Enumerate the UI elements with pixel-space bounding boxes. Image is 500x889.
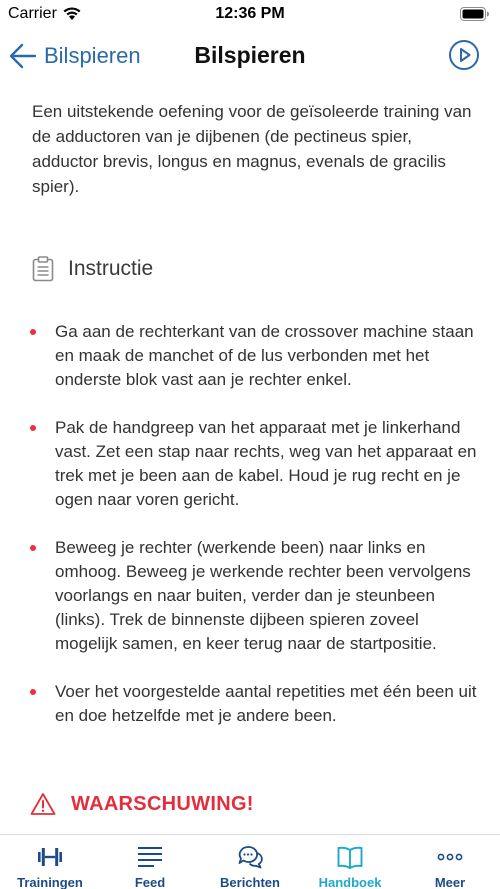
page-title: Bilspieren xyxy=(194,42,306,68)
tab-handboek[interactable] xyxy=(300,835,400,889)
navigation-bar xyxy=(0,32,500,80)
instruction-step xyxy=(28,680,478,728)
play-video-button[interactable] xyxy=(448,39,480,71)
step-text: Beweeg je rechter (werkende been) naar links en omhoog. Beweeg je werkende rechter been vervolgens voorlangs en naar buiten, verder dan je steunbeen (links). Trek de binnenste dijbeen spieren zoveel mogelijk samen, en keer terug naar de startpositie. xyxy=(55,538,471,653)
step-text: Ga aan de rechterkant van de crossover machine staan en maak de manchet of de lus verbonden met het onderste blok vast aan je rechter enkel. xyxy=(55,322,474,389)
status-bar xyxy=(0,0,500,30)
instruction-steps xyxy=(28,320,478,752)
step-text: Pak de handgreep van het apparaat met je linkerhand vast. Zet een stap naar rechts, weg van het apparaat en trek met je been aan de kabel. Houd je rug recht en je ogen naar voren gericht. xyxy=(55,418,477,509)
step-text: Voer het voorgestelde aantal repetities met één been uit en doe hetzelfde met je andere been. xyxy=(55,682,477,725)
book-icon xyxy=(337,844,363,870)
tab-label: Handboek xyxy=(318,875,382,889)
tab-feed[interactable] xyxy=(100,835,200,889)
tab-label: Trainingen xyxy=(17,875,83,889)
bullet-dot xyxy=(30,329,36,335)
bullet-dot xyxy=(30,545,36,551)
status-time: 12:36 PM xyxy=(215,5,285,22)
feed-lines-icon xyxy=(137,844,163,870)
warning-header xyxy=(30,789,254,819)
exercise-description: Een uitstekende oefening voor de geïsoleerde training van de adductoren van je dijbenen (de pectineus spier, adductor brevis, longus en magnus, evenals de gracilis spier). xyxy=(32,102,472,196)
tab-label: Feed xyxy=(134,875,166,889)
tab-trainingen[interactable] xyxy=(0,835,100,889)
exercise-content[interactable] xyxy=(0,90,500,834)
tab-label: Berichten xyxy=(220,875,280,889)
instruction-header xyxy=(32,254,153,284)
instruction-title: Instructie xyxy=(68,257,154,280)
warning-title: WAARSCHUWING! xyxy=(71,792,254,815)
dumbbell-icon xyxy=(37,844,63,870)
clipboard-icon xyxy=(32,256,54,282)
more-dots-icon xyxy=(437,844,463,870)
warning-triangle-icon xyxy=(30,792,56,816)
tab-berichten[interactable] xyxy=(200,835,300,889)
carrier-label: Carrier xyxy=(8,5,57,22)
tab-label: Meer xyxy=(434,875,466,889)
tab-bar xyxy=(0,834,500,889)
bullet-dot xyxy=(30,425,36,431)
chat-bubbles-icon xyxy=(237,844,263,870)
back-label: Bilspieren xyxy=(44,43,141,68)
instruction-step xyxy=(28,416,478,512)
battery-icon xyxy=(460,7,490,21)
tab-meer[interactable] xyxy=(400,835,500,889)
bullet-dot xyxy=(30,689,36,695)
instruction-step xyxy=(28,320,478,392)
instruction-step xyxy=(28,536,478,656)
